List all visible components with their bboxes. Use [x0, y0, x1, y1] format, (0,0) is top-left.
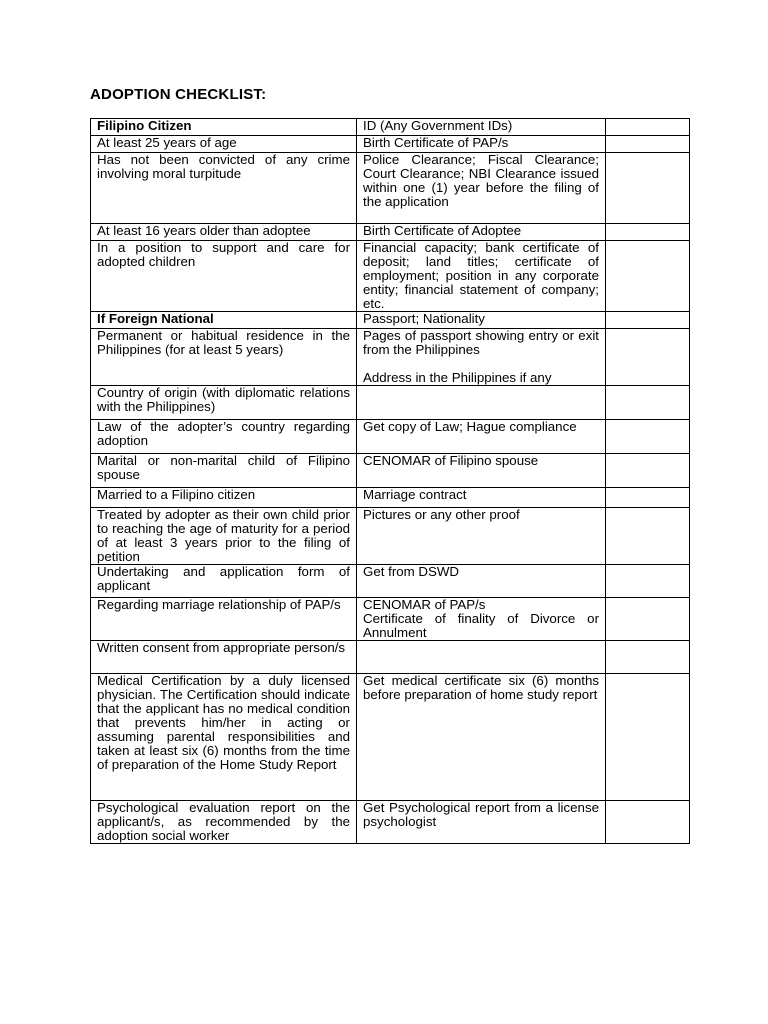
check-cell	[606, 598, 690, 641]
section-header-row	[91, 312, 690, 329]
check-cell	[606, 153, 690, 224]
table-row	[91, 420, 690, 454]
check-cell	[606, 508, 690, 565]
document-cell: Financial capacity; bank certificate of deposit; land titles; certificate of employment; position in any corporate entity; financial statement of company; etc.	[357, 241, 606, 312]
table-row	[91, 801, 690, 844]
document-cell: Police Clearance; Fiscal Clearance; Court Clearance; NBI Clearance issued within one (1) year before the filing of the application	[357, 153, 606, 224]
check-cell	[606, 312, 690, 329]
adoption-checklist-table	[90, 118, 690, 844]
requirement-cell: Undertaking and application form of applicant	[91, 565, 357, 598]
document-cell: Pages of passport showing entry or exit from the Philippines Address in the Philippines if any	[357, 329, 606, 386]
document-cell: Get medical certificate six (6) months before preparation of home study report	[357, 674, 606, 801]
check-cell	[606, 224, 690, 241]
requirement-cell: Has not been convicted of any crime involving moral turpitude	[91, 153, 357, 224]
table-row	[91, 224, 690, 241]
requirement-cell: Country of origin (with diplomatic relations with the Philippines)	[91, 386, 357, 420]
requirement-cell: At least 16 years older than adoptee	[91, 224, 357, 241]
document-cell: Get Psychological report from a license psychologist	[357, 801, 606, 844]
check-cell	[606, 488, 690, 508]
check-cell	[606, 801, 690, 844]
requirement-cell: Married to a Filipino citizen	[91, 488, 357, 508]
document-cell: Get copy of Law; Hague compliance	[357, 420, 606, 454]
document-cell: Birth Certificate of PAP/s	[357, 136, 606, 153]
requirement-cell: Written consent from appropriate person/s	[91, 641, 357, 674]
table-row	[91, 136, 690, 153]
table-row	[91, 508, 690, 565]
table-row	[91, 386, 690, 420]
table-row	[91, 565, 690, 598]
document-cell: Marriage contract	[357, 488, 606, 508]
table-row	[91, 641, 690, 674]
document-cell: CENOMAR of Filipino spouse	[357, 454, 606, 488]
section-header-row	[91, 119, 690, 136]
check-cell	[606, 119, 690, 136]
requirement-cell: Medical Certification by a duly licensed physician. The Certification should indicate that the applicant has no medical condition that prevents him/her in acting or assuming parental responsibilities and taken at least six (6) months from the time of preparation of the Home Study Report	[91, 674, 357, 801]
check-cell	[606, 641, 690, 674]
requirement-cell: Marital or non-marital child of Filipino spouse	[91, 454, 357, 488]
document-cell: CENOMAR of PAP/s Certificate of finality of Divorce or Annulment	[357, 598, 606, 641]
requirement-cell: Regarding marriage relationship of PAP/s	[91, 598, 357, 641]
check-cell	[606, 674, 690, 801]
check-cell	[606, 454, 690, 488]
requirement-cell: If Foreign National	[91, 312, 357, 329]
check-cell	[606, 386, 690, 420]
check-cell	[606, 565, 690, 598]
document-cell	[357, 386, 606, 420]
table-row	[91, 153, 690, 224]
check-cell	[606, 329, 690, 386]
requirement-cell: Permanent or habitual residence in the Philippines (for at least 5 years)	[91, 329, 357, 386]
table-row	[91, 488, 690, 508]
check-cell	[606, 136, 690, 153]
table-row	[91, 674, 690, 801]
requirement-cell: At least 25 years of age	[91, 136, 357, 153]
requirement-cell: Filipino Citizen	[91, 119, 357, 136]
document-cell: Birth Certificate of Adoptee	[357, 224, 606, 241]
document-cell: ID (Any Government IDs)	[357, 119, 606, 136]
table-row	[91, 598, 690, 641]
requirement-cell: Psychological evaluation report on the applicant/s, as recommended by the adoption social worker	[91, 801, 357, 844]
document-cell: Pictures or any other proof	[357, 508, 606, 565]
document-cell	[357, 641, 606, 674]
table-row	[91, 454, 690, 488]
check-cell	[606, 420, 690, 454]
document-cell: Passport; Nationality	[357, 312, 606, 329]
requirement-cell: In a position to support and care for adopted children	[91, 241, 357, 312]
document-cell: Get from DSWD	[357, 565, 606, 598]
requirement-cell: Treated by adopter as their own child prior to reaching the age of maturity for a period of at least 3 years prior to the filing of petition	[91, 508, 357, 565]
page-title: ADOPTION CHECKLIST:	[90, 86, 267, 103]
check-cell	[606, 241, 690, 312]
table-row	[91, 241, 690, 312]
table-row	[91, 329, 690, 386]
requirement-cell: Law of the adopter’s country regarding adoption	[91, 420, 357, 454]
